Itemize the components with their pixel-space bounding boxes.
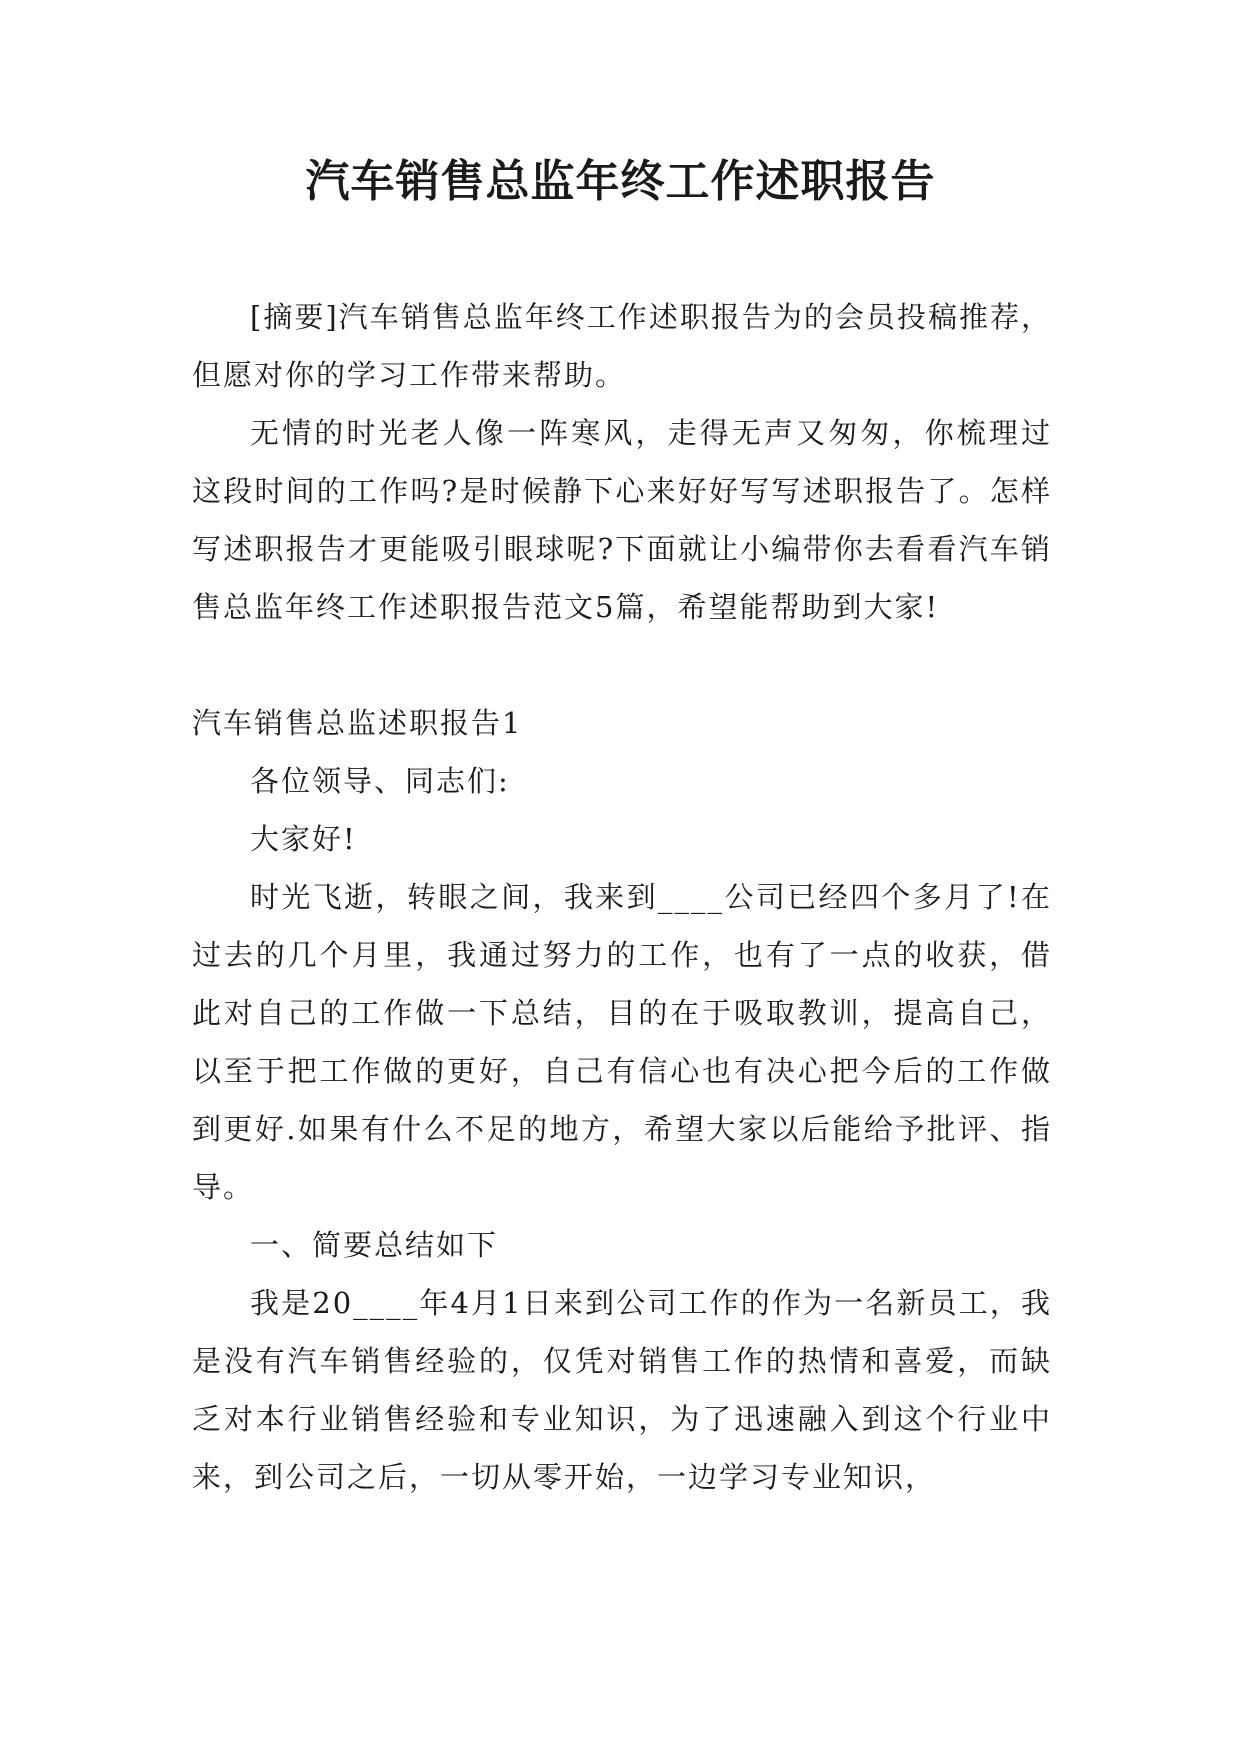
document-body (192, 288, 1052, 1506)
body-paragraph: 我是20____年4月1日来到公司工作的作为一名新员工，我是没有汽车销售经验的，仅凭对销售工作的热情和喜爱，而缺乏对本行业销售经验和专业知识，为了迅速融入到这个行业中来，到公司之后，一切从零开始，一边学习专业知识， (192, 1286, 1052, 1494)
intro-paragraph: 无情的时光老人像一阵寒风，走得无声又匆匆，你梳理过这段时间的工作吗?是时候静下心来好好写写述职报告了。怎样写述职报告才更能吸引眼球呢?下面就让小编带你去看看汽车销售总监年终工作述职报告范文5篇，希望能帮助到大家! (192, 416, 1052, 624)
document-title: 汽车销售总监年终工作述职报告 (305, 156, 936, 207)
body-paragraph: 时光飞逝，转眼之间，我来到____公司已经四个多月了!在过去的几个月里，我通过努力的工作，也有了一点的收获，借此对自己的工作做一下总结，目的在于吸取教训，提高自己，以至于把工作做的更好，自己有信心也有决心把今后的工作做到更好.如果有什么不足的地方，希望大家以后能给予批评、指导。 (192, 880, 1052, 1204)
subheading-paragraph: 一、简要总结如下 (250, 1228, 499, 1262)
section-heading: 汽车销售总监述职报告1 (192, 706, 523, 740)
greeting-paragraph: 大家好! (250, 822, 357, 856)
abstract-paragraph: [摘要]汽车销售总监年终工作述职报告为的会员投稿推荐，但愿对你的学习工作带来帮助。 (192, 300, 1052, 392)
salutation-paragraph: 各位领导、同志们: (250, 764, 510, 798)
